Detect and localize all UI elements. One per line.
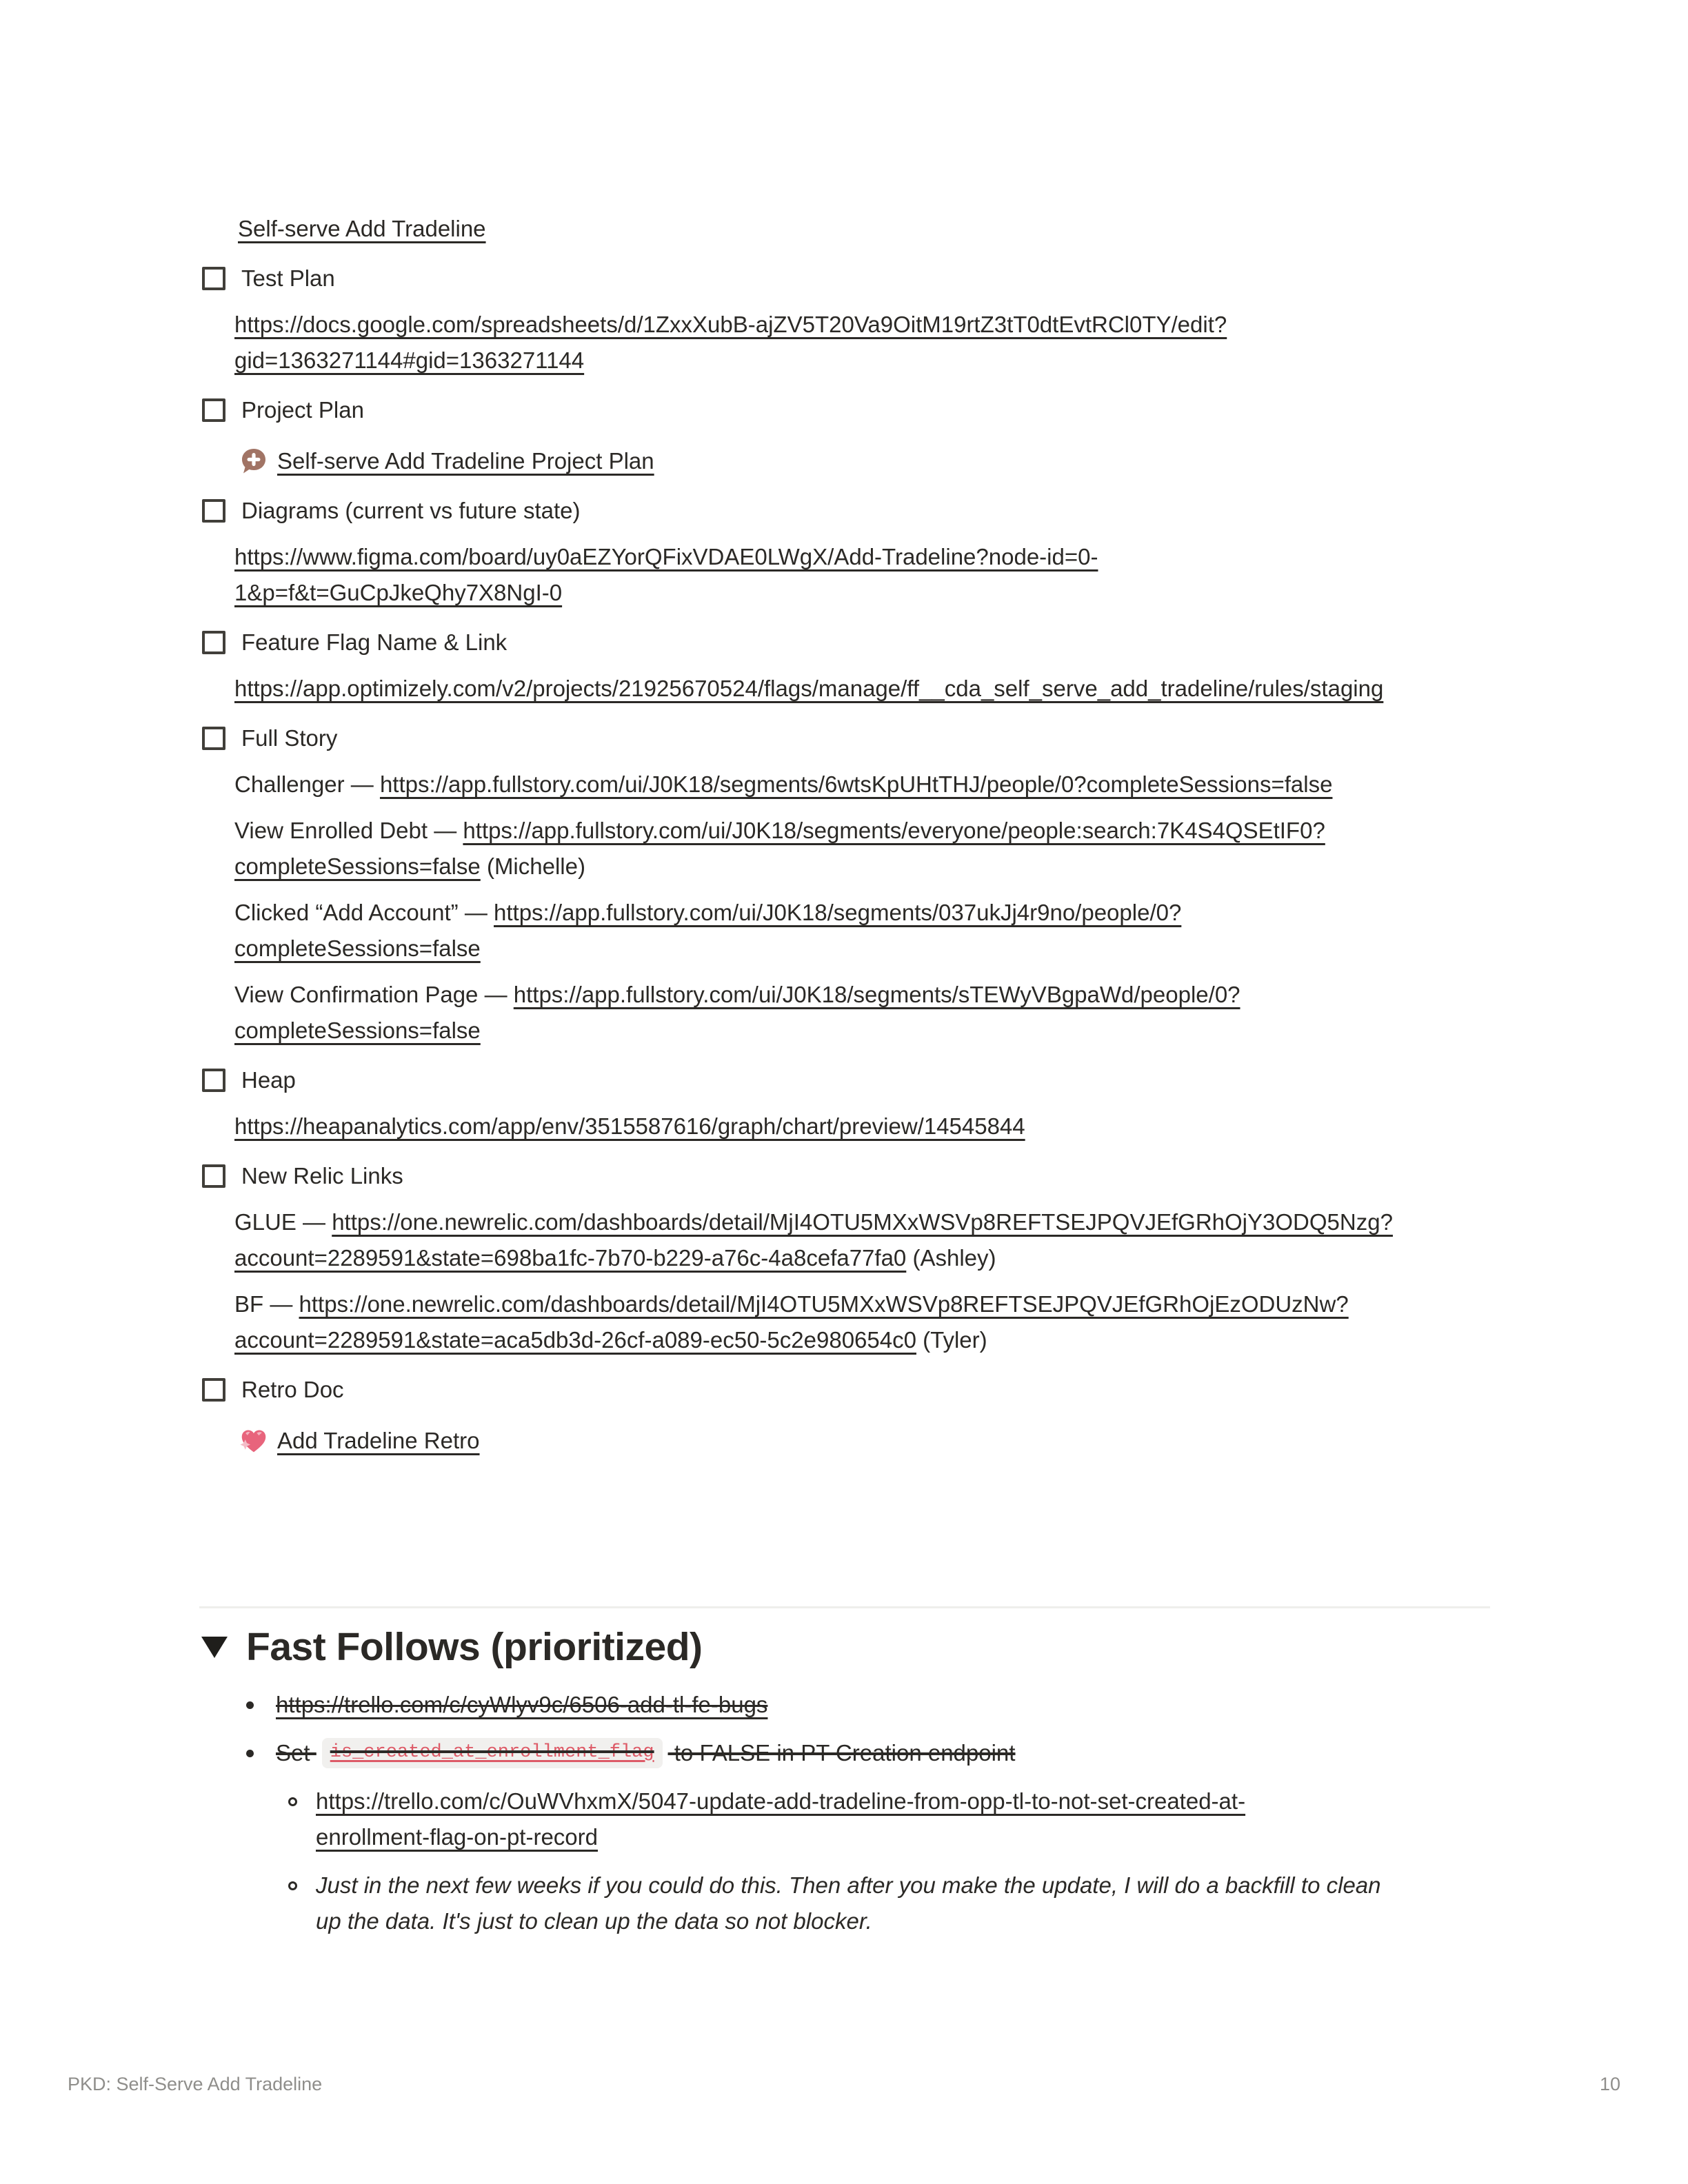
page-mention-link[interactable]: Self-serve Add Tradeline Project Plan — [277, 448, 654, 474]
url-link[interactable]: https://app.fullstory.com/ui/J0K18/segments/037ukJj4r9no/people/0? — [494, 900, 1182, 925]
url-link[interactable]: enrollment-flag-on-pt-record — [316, 1824, 599, 1850]
paragraph — [234, 813, 1477, 884]
todo-label: Full Story — [241, 725, 338, 751]
ring-glyph — [288, 1881, 297, 1890]
checkbox-unchecked[interactable] — [202, 499, 225, 523]
text-segment: View Enrolled Debt — — [234, 818, 463, 843]
url-link[interactable]: https://trello.com/c/OuWVhxmX/5047-update-add-tradeline-from-opp-tl-to-not-set-created-at- — [316, 1788, 1246, 1814]
bullet-dot-marker — [240, 1735, 276, 1771]
paragraph — [234, 1204, 1477, 1276]
todo-label: Test Plan — [241, 265, 335, 291]
page-link-item — [238, 211, 1477, 247]
paragraph — [234, 671, 1477, 707]
checklist-section — [0, 211, 1477, 1459]
checkbox-unchecked[interactable] — [202, 1378, 225, 1402]
bullet-circle-marker — [283, 1868, 316, 1903]
page-mention-link[interactable]: Add Tradeline Retro — [277, 1428, 480, 1453]
paragraph — [234, 539, 1477, 611]
todo-label: Diagrams (current vs future state) — [241, 498, 581, 523]
checkbox-unchecked[interactable] — [202, 267, 225, 290]
text-line — [234, 1322, 1477, 1358]
todo-item — [202, 261, 1477, 296]
todo-label: Heap — [241, 1067, 296, 1093]
text-segment: Just in the next few weeks if you could do this. Then after you make the update, I will do a backfill to clean — [316, 1872, 1381, 1898]
todo-item — [202, 1372, 1477, 1408]
text-line — [234, 977, 1477, 1013]
url-link[interactable]: https://app.fullstory.com/ui/J0K18/segments/everyone/people:search:7K4S4QSEtIF0? — [463, 818, 1325, 843]
checkbox-unchecked[interactable] — [202, 1164, 225, 1188]
url-link[interactable]: completeSessions=false — [234, 936, 481, 961]
todo-item — [202, 625, 1477, 660]
text-line — [234, 895, 1477, 931]
url-link[interactable]: account=2289591&state=aca5db3d-26cf-a089-ec50-5c2e980654c0 — [234, 1327, 916, 1353]
text-line — [234, 931, 1477, 967]
url-link[interactable]: https://docs.google.com/spreadsheets/d/1ZxxXubB-ajZV5T20Va9OitM19rtZ3tT0dtEvtRCl0TY/edit? — [234, 312, 1227, 337]
dot-glyph — [246, 1750, 254, 1757]
text-line — [234, 671, 1477, 707]
dot-glyph — [246, 1701, 254, 1709]
url-link[interactable]: https://app.fullstory.com/ui/J0K18/segments/sTEWyVBgpaWd/people/0? — [513, 982, 1240, 1007]
text-segment: up the data. It's just to clean up the data so not blocker. — [316, 1908, 872, 1934]
text-line — [234, 767, 1477, 802]
text-line — [234, 813, 1477, 849]
text-segment: to FALSE in PT Creation endpoint — [667, 1740, 1016, 1766]
text-line — [234, 1286, 1477, 1322]
paragraph — [234, 977, 1477, 1049]
text-line — [234, 575, 1477, 611]
text-segment: (Ashley) — [906, 1245, 996, 1271]
section-heading: Fast Follows (prioritized) — [246, 1625, 703, 1669]
checkbox-unchecked[interactable] — [202, 1069, 225, 1092]
checkbox-unchecked[interactable] — [202, 398, 225, 422]
page-footer — [68, 2074, 1620, 2095]
todo-item — [202, 1062, 1477, 1098]
text-line — [234, 1109, 1477, 1144]
toggle-triangle-icon[interactable] — [201, 1635, 228, 1659]
text-segment: View Confirmation Page — — [234, 982, 514, 1007]
url-link[interactable]: 1&p=f&t=GuCpJkeQhy7X8NgI-0 — [234, 580, 563, 605]
text-line — [316, 1868, 1381, 1903]
inline-code: is_created_at_enrollment_flag — [322, 1738, 663, 1768]
text-segment: Clicked “Add Account” — — [234, 900, 494, 925]
bullet-dot-marker — [240, 1687, 276, 1723]
footer-page-number: 10 — [1599, 2074, 1620, 2094]
paragraph — [234, 895, 1477, 967]
bullet-content — [316, 1868, 1381, 1939]
url-link[interactable]: gid=1363271144#gid=1363271144 — [234, 347, 585, 373]
url-link[interactable]: https://heapanalytics.com/app/env/3515587616/graph/chart/preview/14545844 — [234, 1113, 1025, 1139]
url-link[interactable]: https://app.optimizely.com/v2/projects/21925670524/flags/manage/ff__cda_self_serve_add_tradeline/rules/staging — [234, 676, 1384, 701]
url-link[interactable]: account=2289591&state=698ba1fc-7b70-b229-a76c-4a8cefa77fa0 — [234, 1245, 907, 1271]
paragraph — [234, 767, 1477, 802]
page-link-item — [240, 1423, 1477, 1459]
text-line — [234, 343, 1477, 378]
footer-document-title: PKD: Self-Serve Add Tradeline — [68, 2074, 323, 2094]
text-line — [316, 1783, 1245, 1819]
todo-label: Feature Flag Name & Link — [241, 629, 508, 655]
text-segment: Set — [276, 1740, 316, 1766]
todo-item — [202, 392, 1477, 428]
url-link[interactable]: https://www.figma.com/board/uy0aEZYorQFixVDAE0LWgX/Add-Tradeline?node-id=0- — [234, 544, 1098, 569]
text-line — [276, 1687, 767, 1723]
url-link[interactable]: https://one.newrelic.com/dashboards/detail/MjI4OTU5MXxWSVp8REFTSEJPQVJEfGRhOjEzODUzNw? — [299, 1291, 1349, 1317]
page-mention-link[interactable]: Self-serve Add Tradeline — [238, 216, 486, 241]
speech-bubble-plus-icon — [240, 446, 268, 476]
paragraph — [234, 1286, 1477, 1358]
bullet-content — [276, 1687, 767, 1723]
url-link[interactable]: https://trello.com/c/cyWlyv9c/6506-add-tl-fe-bugs — [276, 1692, 768, 1717]
bullet-content — [316, 1783, 1245, 1855]
fast-follows-heading-row — [201, 1619, 1477, 1675]
text-segment: GLUE — — [234, 1209, 332, 1235]
text-line — [234, 1204, 1477, 1240]
checkbox-unchecked[interactable] — [202, 631, 225, 654]
section-divider — [199, 1606, 1490, 1608]
strikethrough-group — [276, 1738, 1015, 1768]
text-line — [234, 849, 1477, 884]
ring-glyph — [288, 1797, 297, 1806]
paragraph — [234, 307, 1477, 378]
todo-label: Retro Doc — [241, 1377, 344, 1402]
bullet-item — [240, 1735, 1477, 1771]
checkbox-unchecked[interactable] — [202, 727, 225, 750]
bullet-item — [283, 1868, 1477, 1939]
bullet-item — [240, 1687, 1477, 1723]
todo-item — [202, 720, 1477, 756]
text-line — [234, 539, 1477, 575]
fast-follows-list — [0, 1687, 1477, 1939]
document-body — [0, 196, 1477, 1939]
text-line — [316, 1903, 1381, 1939]
text-segment: (Tyler) — [916, 1327, 987, 1353]
url-link[interactable]: completeSessions=false — [234, 853, 481, 879]
text-segment: BF — — [234, 1291, 299, 1317]
todo-label: Project Plan — [241, 397, 364, 423]
text-line — [234, 1013, 1477, 1049]
bullet-item — [283, 1783, 1477, 1855]
text-line — [234, 307, 1477, 343]
url-link[interactable]: completeSessions=false — [234, 1018, 481, 1043]
text-segment: (Michelle) — [480, 853, 585, 879]
url-link[interactable]: https://app.fullstory.com/ui/J0K18/segments/6wtsKpUHtTHJ/people/0?completeSessions=false — [379, 771, 1333, 797]
url-link[interactable]: https://one.newrelic.com/dashboards/detail/MjI4OTU5MXxWSVp8REFTSEJPQVJEfGRhOjY3ODQ5Nzg? — [332, 1209, 1393, 1235]
todo-item — [202, 1158, 1477, 1194]
todo-item — [202, 493, 1477, 529]
bullet-circle-marker — [283, 1783, 316, 1819]
text-line — [234, 1240, 1477, 1276]
text-line — [276, 1735, 1015, 1771]
text-segment: Challenger — — [234, 771, 380, 797]
sparkling-heart-icon — [240, 1426, 268, 1456]
paragraph — [234, 1109, 1477, 1144]
page-link-item — [240, 443, 1477, 479]
bullet-content — [276, 1735, 1015, 1771]
text-line — [316, 1819, 1245, 1855]
todo-label: New Relic Links — [241, 1163, 403, 1189]
